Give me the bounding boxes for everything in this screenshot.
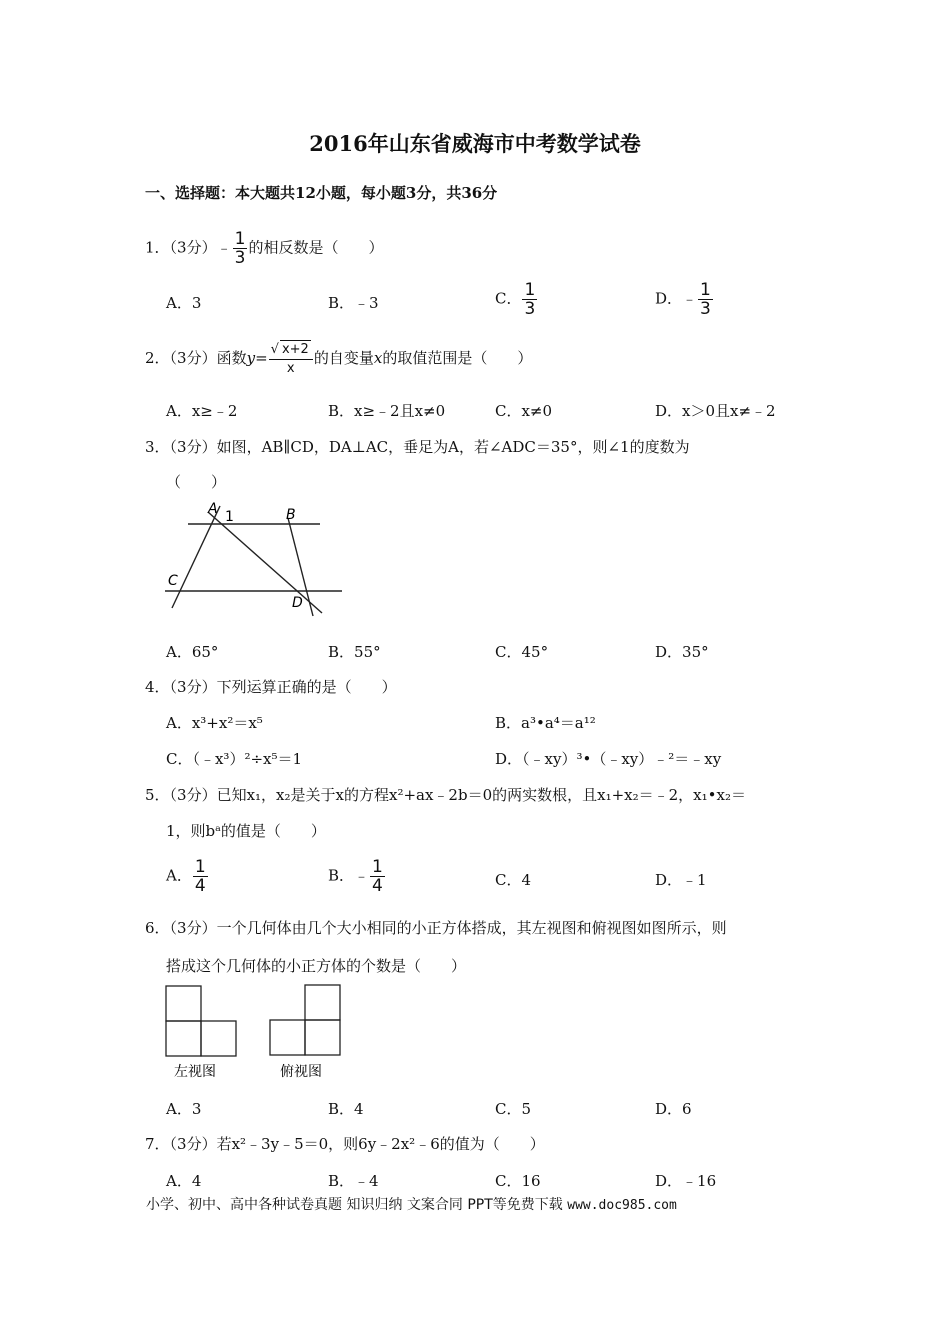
q2-fraction-num: √ x+2: [269, 340, 313, 360]
frac-den: 4: [194, 876, 206, 896]
q7-option-b[interactable]: B．﹣4: [328, 1172, 379, 1190]
q7-stem: 7．（3分）若x²﹣3y﹣5＝0，则6y﹣2x²﹣6的值为（ ）: [145, 1135, 545, 1153]
footer-text: 小学、初中、高中各种试卷真题 知识归纳 文案合同 PPT等免费下载: [146, 1197, 563, 1213]
q3-stem-line2: （ ）: [166, 473, 227, 491]
q1-fraction: [233, 230, 248, 267]
q1-fraction-den: 3: [234, 248, 246, 268]
q2-text: 的自变量: [313, 349, 374, 367]
left-view-square: [166, 986, 201, 1021]
q7-option-c[interactable]: C．16: [495, 1172, 541, 1190]
frac-num: 1: [194, 857, 206, 877]
label-a: A: [208, 501, 218, 517]
question-2: [145, 340, 532, 378]
q5-stem-line1: 5．（3分）已知x₁，x₂是关于x的方程x²+ax﹣2b＝0的两实数根，且x₁+x₂＝﹣2，x₁•x₂＝: [145, 786, 746, 804]
q6-stem-line2: 搭成这个几何体的小正方体的个数是（ ）: [166, 957, 467, 975]
left-view-square: [201, 1021, 236, 1056]
q2-equals: =: [255, 349, 268, 367]
q2-option-d[interactable]: D．x＞0且x≠﹣2: [655, 402, 776, 420]
q2-var-y: y: [246, 349, 256, 367]
q1-fraction-num: 1: [234, 229, 246, 249]
label-c: C: [168, 573, 178, 589]
q2-option-a[interactable]: A．x≥﹣2: [166, 402, 238, 420]
left-view-caption: 左视图: [174, 1064, 216, 1080]
page-title: 2016年山东省威海市中考数学试卷: [309, 131, 641, 156]
q2-fraction: [269, 340, 313, 378]
q2-prefix: 函数: [216, 349, 247, 367]
q6-figure: [160, 982, 350, 1082]
q5-option-a[interactable]: [166, 858, 209, 895]
section-heading: 一、选择题：本大题共12小题，每小题3分，共36分: [145, 184, 498, 202]
label-b: B: [286, 507, 296, 523]
frac-den: 4: [372, 876, 383, 896]
left-view-drawing: [166, 986, 236, 1056]
q7-option-a[interactable]: A．4: [166, 1172, 202, 1190]
q6-option-b[interactable]: B．4: [328, 1100, 364, 1118]
q1-option-c-label: C．: [495, 289, 522, 308]
q4-option-b[interactable]: B．a³•a⁴＝a¹²: [495, 714, 596, 732]
label-d: D: [292, 595, 303, 611]
q6-option-c[interactable]: C．5: [495, 1100, 532, 1118]
question-1: [145, 230, 383, 267]
q6-option-a[interactable]: A．3: [166, 1100, 202, 1118]
q3-option-b[interactable]: B．55°: [328, 643, 381, 661]
q1-option-d-fraction: [698, 281, 713, 318]
frac-den: 3: [524, 299, 536, 319]
q3-option-d[interactable]: D．35°: [655, 643, 709, 661]
q5-option-a-label: A．: [166, 866, 192, 885]
footer-url[interactable]: www.doc985.com: [567, 1198, 677, 1213]
left-view-square: [166, 1021, 201, 1056]
q5-option-a-fraction: [193, 858, 208, 895]
line-ad: [208, 512, 322, 613]
q2-radicand: x+2: [281, 342, 309, 357]
q2-option-b[interactable]: B．x≥﹣2且x≠0: [328, 402, 446, 420]
top-view-square: [305, 985, 340, 1020]
q1-neg: ﹣: [216, 238, 232, 257]
q5-option-b-fraction: [370, 858, 385, 895]
q2-option-c[interactable]: C．x≠0: [495, 402, 553, 420]
q2-number: 2．: [145, 349, 170, 367]
label-1: 1: [225, 509, 234, 525]
footer: [146, 1194, 677, 1214]
q1-option-c-fraction: [522, 281, 537, 318]
q3-option-c[interactable]: C．45°: [495, 643, 549, 661]
q3-option-a[interactable]: A．65°: [166, 643, 219, 661]
q6-stem-line1: 6．（3分）一个几何体由几个大小相同的小正方体搭成，其左视图和俯视图如图所示，则: [145, 919, 727, 937]
q1-score: （3分）: [169, 238, 217, 257]
q4-option-a[interactable]: A．x³+x²＝x⁵: [166, 714, 263, 732]
frac-num: 1: [524, 280, 536, 300]
top-view-drawing: [270, 985, 340, 1055]
frac-den: 3: [700, 299, 711, 319]
q4-option-c[interactable]: C．（﹣x³）²÷x⁵＝1: [166, 750, 303, 768]
top-view-square: [270, 1020, 305, 1055]
q1-option-d[interactable]: [655, 281, 714, 318]
top-view-caption: 俯视图: [280, 1064, 322, 1080]
q5-option-c[interactable]: C．4: [495, 871, 532, 889]
q3-stem-line1: 3．（3分）如图，AB∥CD，DA⊥AC，垂足为A，若∠ADC＝35°，则∠1的度数为: [145, 438, 690, 456]
q6-option-d[interactable]: D．6: [655, 1100, 692, 1118]
q2-var-x: x: [373, 349, 383, 367]
q1-option-c[interactable]: [495, 281, 538, 318]
q5-stem-line2: 1，则bᵃ的值是（ ）: [166, 822, 326, 840]
q4-option-d[interactable]: D．（﹣xy）³•（﹣xy）﹣²＝﹣xy: [495, 750, 722, 768]
frac-num: 1: [700, 280, 711, 300]
q3-figure: [160, 498, 350, 620]
q2-score: （3分）: [169, 349, 217, 367]
line-ac: [172, 506, 220, 608]
q2-text2: 的取值范围是（ ）: [382, 349, 533, 367]
frac-num: 1: [372, 857, 383, 877]
q1-text: 的相反数是（ ）: [248, 238, 384, 257]
q4-stem: 4．（3分）下列运算正确的是（ ）: [145, 678, 397, 696]
q7-option-d[interactable]: D．﹣16: [655, 1172, 717, 1190]
top-view-square: [305, 1020, 340, 1055]
q1-option-b[interactable]: B．﹣3: [328, 294, 379, 312]
q5-option-b[interactable]: [328, 858, 386, 895]
q2-fraction-den: x: [286, 361, 295, 376]
q1-number: 1．: [145, 238, 170, 257]
q5-option-d[interactable]: D．﹣1: [655, 871, 707, 889]
q5-option-b-label: B．﹣: [328, 866, 370, 885]
q1-option-d-label: D．﹣: [655, 289, 698, 308]
q1-option-a[interactable]: A．3: [166, 294, 202, 312]
